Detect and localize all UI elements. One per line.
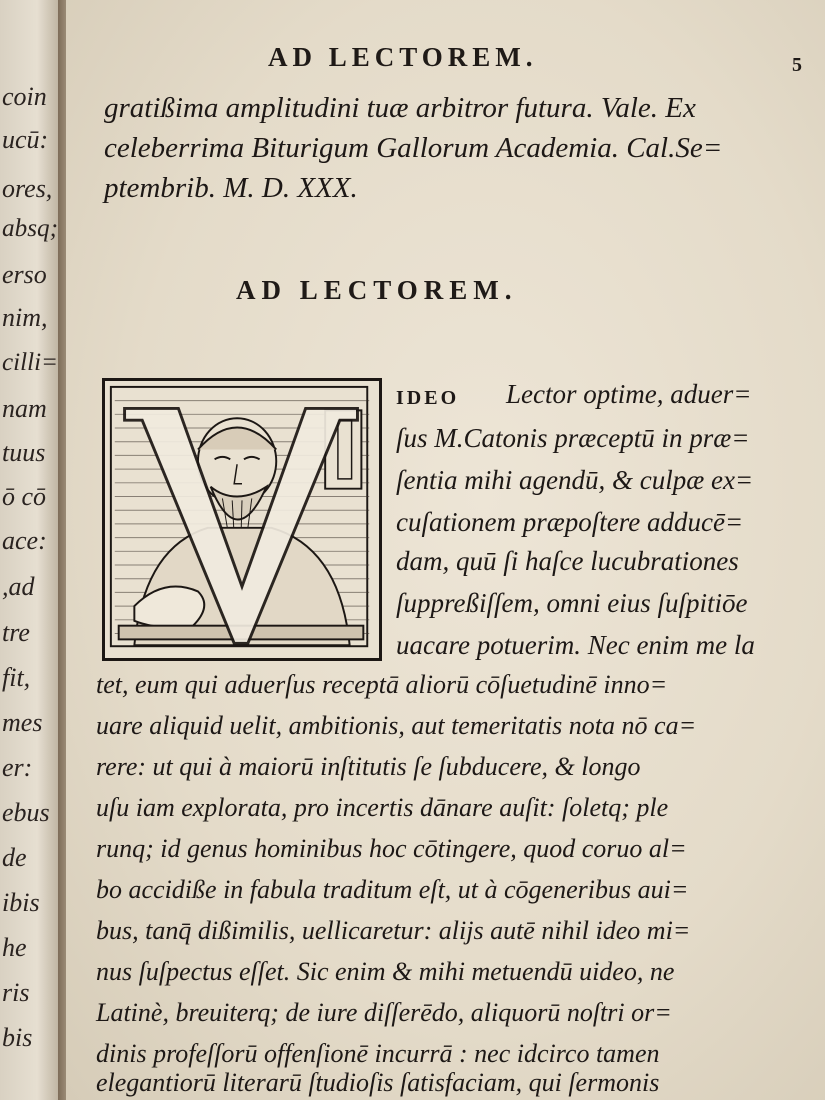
body-line: nus ſuſpectus eſſet. Sic enim & mihi metuendū uideo, ne: [96, 957, 675, 986]
body-line: runq; id genus hominibus hoc cōtingere, quod coruo al=: [96, 834, 687, 863]
dedication-line: celeberrima Biturigum Gallorum Academia. Cal.Se=: [104, 132, 723, 164]
left-page-fragment: ō cō: [2, 482, 47, 511]
dedication-line: gratißima amplitudini tuæ arbitror futura. Vale. Ex: [104, 92, 696, 124]
body-line: uſu iam explorata, pro incertis dānare auſit: ſoletq; ple: [96, 793, 669, 822]
left-page-fragment: ibis: [2, 888, 40, 917]
body-line: rere: ut qui à maiorū inſtitutis ſe ſubducere, & longo: [96, 752, 641, 781]
left-page-fragment: ,ad: [2, 572, 35, 601]
left-page-fragment: he: [2, 933, 27, 962]
body-line: bus, tanq̄ dißimilis, uellicaretur: alijs autē nihil ideo mi=: [96, 916, 691, 945]
body-line: ſuppreßiſſem, omni eius ſuſpitiōe: [396, 588, 748, 618]
left-page-fragment: coin: [2, 82, 47, 111]
body-line: ſus M.Catonis præceptū in præ=: [396, 423, 750, 453]
left-page-margin: [0, 0, 62, 1100]
left-page-fragment: tuus: [2, 438, 46, 467]
left-page-fragment: absq;: [2, 215, 58, 242]
left-page-fragment: ucū:: [2, 125, 49, 154]
left-page-fragment: ris: [2, 978, 30, 1007]
left-page-fragment: nim,: [2, 303, 48, 332]
body-line: uacare potuerim. Nec enim me la: [396, 630, 755, 660]
body-line: bo accidiße in fabula traditum eſt, ut à cōgeneribus aui=: [96, 875, 689, 904]
body-line: dinis profeſſorū offenſionē incurrā : nec idcirco tamen: [96, 1039, 660, 1068]
left-page-fragment: erso: [2, 260, 47, 289]
body-line: ſentia mihi agendū, & culpæ ex=: [396, 465, 754, 495]
left-page-fragment: fit,: [2, 663, 31, 692]
left-page-fragment: ebus: [2, 798, 50, 827]
woodcut-initial-v: [102, 378, 382, 661]
right-page: [66, 0, 825, 1100]
left-page-fragment: er:: [2, 753, 33, 782]
body-line: Lector optime, aduer=: [506, 379, 752, 409]
left-page-fragment: ace:: [2, 526, 47, 555]
body-line: cuſationem præpoſtere adducē=: [396, 507, 744, 537]
page-number: 5: [792, 54, 802, 76]
woodcut-initial-illustration: [105, 381, 379, 658]
left-page-fragment: cilli=: [2, 349, 58, 376]
body-line: Latinè, breuiterq; de iure diſſerēdo, aliquorū noſtri or=: [96, 998, 672, 1027]
body-line: elegantiorū literarū ſtudioſis ſatisfaciam, qui ſermonis: [96, 1068, 660, 1097]
left-page-fragment: bis: [2, 1023, 33, 1052]
running-head: AD LECTOREM.: [268, 42, 538, 72]
section-heading: AD LECTOREM.: [236, 275, 518, 305]
left-page-fragment: tre: [2, 618, 30, 647]
left-page-fragment: nam: [2, 394, 47, 423]
body-line: tet, eum qui aduerſus receptā aliorū cōſuetudinē inno=: [96, 670, 668, 699]
left-page-fragment: ores,: [2, 174, 53, 203]
opening-word: IDEO: [396, 387, 460, 409]
body-line: uare aliquid uelit, ambitionis, aut temeritatis nota nō ca=: [96, 711, 697, 740]
dedication-line: ptembrib. M. D. XXX.: [104, 172, 358, 204]
left-page-fragment: de: [2, 843, 27, 872]
left-page-fragment: mes: [2, 708, 43, 737]
body-line: dam, quū ſi haſce lucubrationes: [396, 546, 739, 576]
